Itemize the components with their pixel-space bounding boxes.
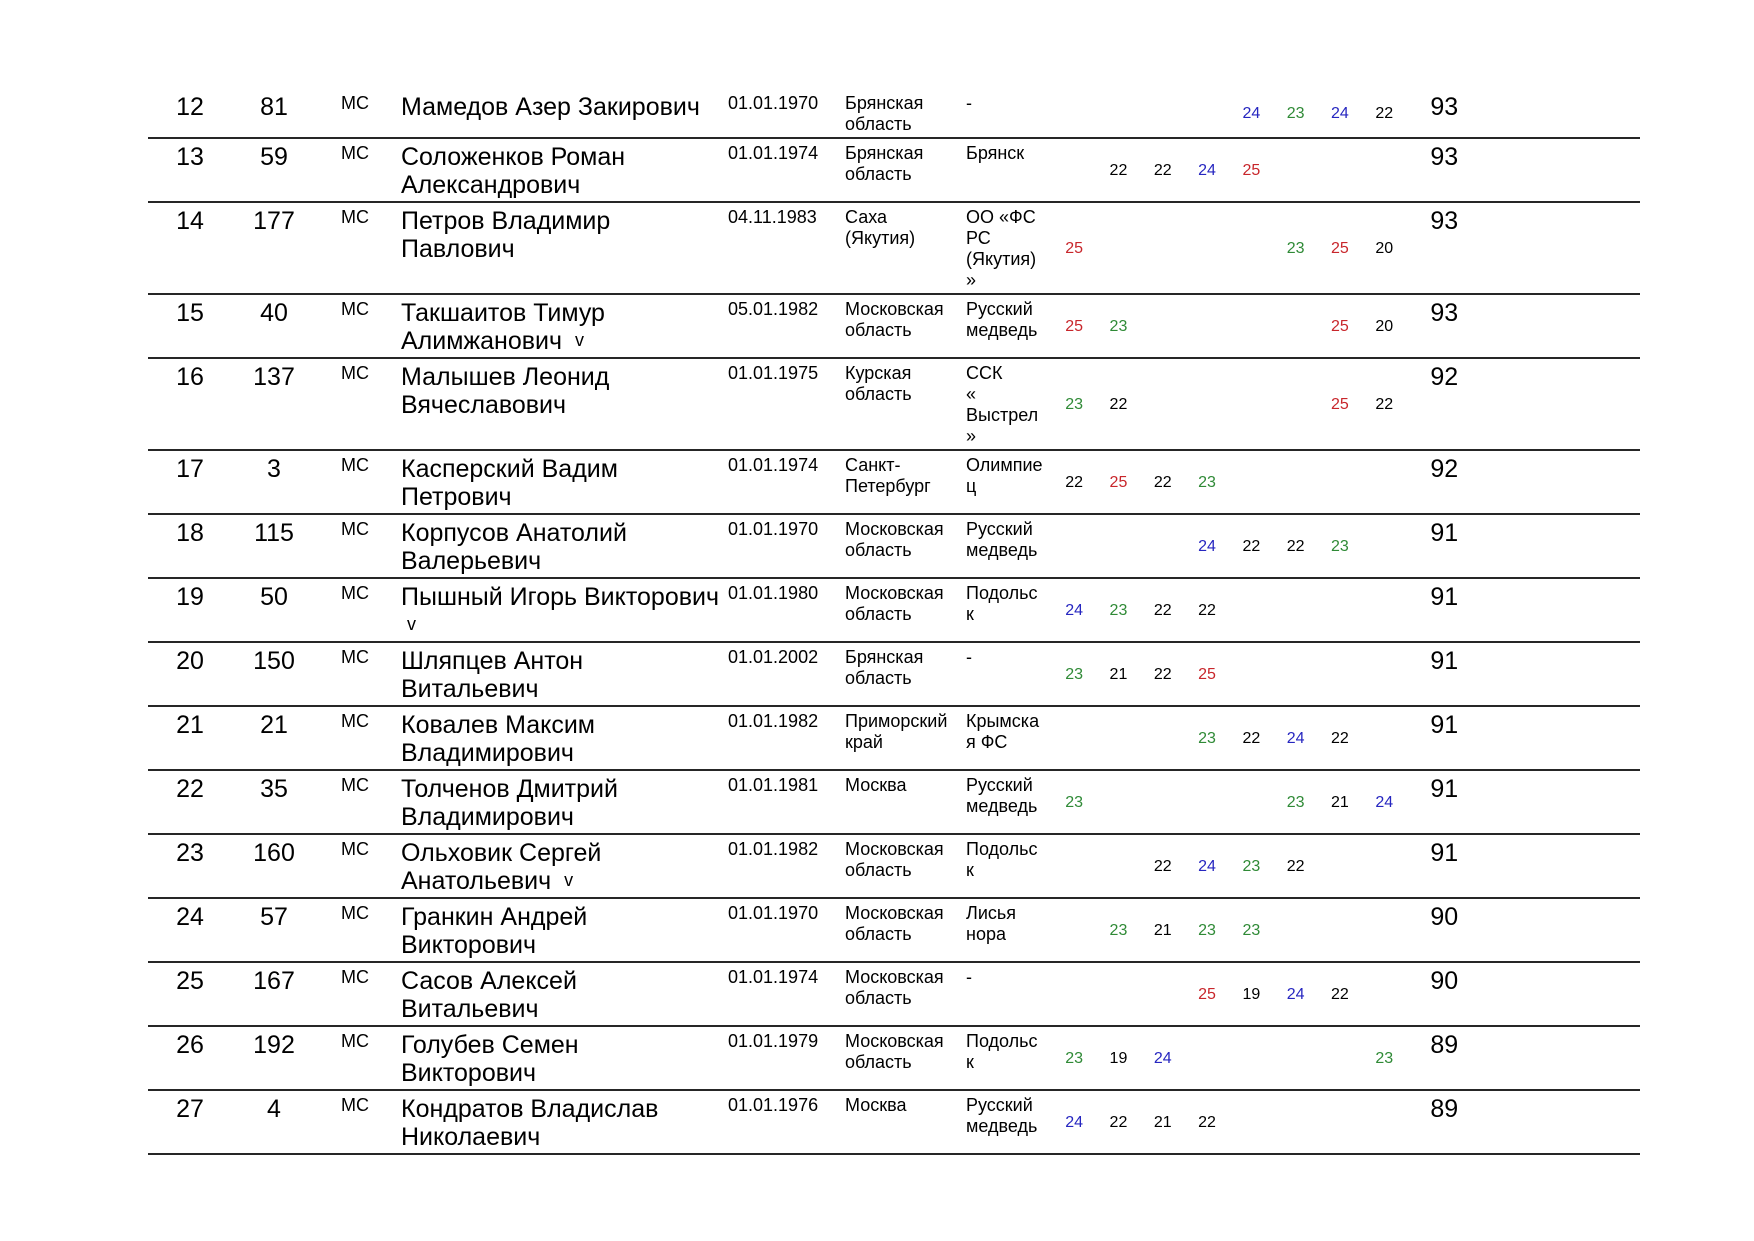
score-cell [1052,834,1096,898]
place-cell: 17 [176,455,204,483]
score-cell: 24 [1286,730,1305,747]
place-cell: 14 [176,207,204,235]
place-cell: 21 [176,711,204,739]
score-cell [1229,770,1273,834]
score-cell [1141,770,1185,834]
rank-cell: МС [341,1095,369,1115]
total-score-cell: 91 [1430,839,1459,867]
score-cell [1362,578,1406,642]
club-cell: Крымска я ФС [966,711,1040,752]
score-cell: 25 [1198,666,1216,683]
place-cell: 27 [176,1095,204,1123]
total-score-cell: 90 [1430,967,1459,995]
region-cell: Брянская область [845,93,924,134]
birth-date-cell: 05.01.1982 [728,299,819,319]
start-number-cell: 59 [260,143,288,171]
score-cell [1141,294,1185,358]
rank-cell: МС [341,455,369,475]
rank-cell: МС [341,1031,369,1051]
rank-cell: МС [341,143,369,163]
result-row [148,358,1640,450]
birth-date-cell: 01.01.1970 [728,903,819,923]
score-cell [1096,962,1140,1026]
score-cell [1185,294,1229,358]
score-cell: 24 [1153,1050,1172,1067]
place-cell: 20 [176,647,204,675]
score-cell: 25 [1331,396,1349,413]
result-row [148,962,1640,1026]
region-cell: Московская область [845,519,944,560]
score-cell [1096,770,1140,834]
score-cell [1318,1026,1362,1090]
birth-date-cell: 01.01.1970 [728,93,819,113]
total-score-cell: 92 [1430,455,1459,483]
score-cell [1052,706,1096,770]
athlete-name: Шляпцев Антон Витальевич [401,647,584,703]
score-cell: 23 [1109,922,1128,939]
club-cell: Олимпие ц [966,455,1043,496]
athlete-mark: v [574,330,584,350]
rank-cell: МС [341,583,369,603]
score-cell: 22 [1286,858,1305,875]
score-cell [1318,834,1362,898]
birth-date-cell: 04.11.1983 [728,207,817,227]
region-cell: Брянская область [845,143,924,184]
score-cell [1362,706,1406,770]
score-cell: 22 [1109,162,1128,179]
score-cell [1229,450,1273,514]
birth-date-cell: 01.01.1982 [728,711,819,731]
score-cell: 23 [1242,922,1261,939]
score-cell [1141,514,1185,578]
region-cell: Московская область [845,903,944,944]
athlete-name-cell [401,770,728,834]
birth-date-cell: 01.01.1979 [728,1031,819,1051]
rank-cell: МС [341,775,369,795]
total-score-cell: 91 [1430,775,1459,803]
result-row [148,706,1640,770]
score-cell [1052,962,1096,1026]
result-row [148,642,1640,706]
score-cell [1141,962,1185,1026]
score-cell: 22 [1198,1114,1216,1131]
score-cell [1096,834,1140,898]
score-cell [1318,898,1362,962]
club-cell: Русский медведь [966,775,1038,816]
result-row [148,898,1640,962]
club-cell: Русский медведь [966,299,1038,340]
score-cell [1096,706,1140,770]
birth-date-cell: 01.01.1982 [728,839,819,859]
start-number-cell: 21 [260,711,288,739]
athlete-name: Малышев Леонид Вячеславович [401,363,610,419]
score-cell [1229,1026,1273,1090]
club-cell: Русский медведь [966,1095,1038,1136]
athlete-mark: v [564,870,574,890]
athlete-name-cell [401,1090,728,1154]
score-cell [1273,138,1317,202]
place-cell: 23 [176,839,204,867]
result-row [148,1026,1640,1090]
total-score-cell: 91 [1430,519,1459,547]
rank-cell: МС [341,299,369,319]
start-number-cell: 50 [260,583,288,611]
score-cell: 24 [1065,1114,1084,1131]
score-cell [1318,1090,1362,1154]
athlete-name-cell [401,358,728,450]
score-cell: 25 [1109,474,1128,491]
score-cell: 22 [1153,858,1172,875]
score-cell [1362,450,1406,514]
score-cell [1141,89,1185,138]
score-cell: 22 [1286,538,1305,555]
club-cell: - [966,967,972,987]
score-cell: 21 [1153,922,1172,939]
score-cell: 22 [1153,602,1172,619]
score-cell [1362,962,1406,1026]
athlete-name: Ольховик Сергей Анатольевич [401,839,602,895]
region-cell: Москва [845,775,907,795]
rank-cell: МС [341,519,369,539]
rank-cell: МС [341,207,369,227]
score-cell [1273,898,1317,962]
score-cell [1362,138,1406,202]
score-cell: 21 [1153,1114,1172,1131]
region-cell: Брянская область [845,647,924,688]
athlete-name: Петров Владимир Павлович [401,207,611,263]
score-cell [1141,202,1185,294]
start-number-cell: 150 [253,647,295,675]
start-number-cell: 167 [253,967,295,995]
rank-cell: МС [341,711,369,731]
region-cell: Московская область [845,967,944,1008]
athlete-name-cell [401,962,728,1026]
score-cell: 23 [1065,666,1084,683]
score-cell: 23 [1198,730,1216,747]
result-row [148,202,1640,294]
score-cell: 24 [1242,105,1261,122]
rank-cell: МС [341,967,369,987]
score-cell: 25 [1331,318,1349,335]
score-cell: 24 [1198,538,1216,555]
score-cell [1362,898,1406,962]
birth-date-cell: 01.01.1970 [728,519,819,539]
birth-date-cell: 01.01.1974 [728,967,819,987]
athlete-name: Такшаитов Тимур Алимжанович [401,299,605,355]
place-cell: 13 [176,143,204,171]
total-score-cell: 91 [1430,711,1459,739]
result-row [148,1090,1640,1154]
score-cell: 25 [1242,162,1261,179]
score-cell: 23 [1242,858,1261,875]
place-cell: 15 [176,299,204,327]
score-cell [1185,358,1229,450]
score-cell [1273,642,1317,706]
score-cell: 24 [1198,858,1216,875]
region-cell: Санкт- Петербург [845,455,931,496]
score-cell: 23 [1286,794,1305,811]
place-cell: 24 [176,903,204,931]
start-number-cell: 177 [253,207,295,235]
club-cell: Русский медведь [966,519,1038,560]
total-score-cell: 91 [1430,583,1459,611]
athlete-name-cell [401,89,728,138]
athlete-name-cell [401,706,728,770]
athlete-name: Кондратов Владислав Николаевич [401,1095,659,1151]
place-cell: 19 [176,583,204,611]
score-cell: 22 [1331,730,1349,747]
score-cell: 24 [1375,794,1394,811]
club-cell: Подольс к [966,583,1038,624]
score-cell [1141,706,1185,770]
region-cell: Московская область [845,1031,944,1072]
score-cell: 22 [1153,162,1172,179]
region-cell: Московская область [845,299,944,340]
score-cell [1185,1026,1229,1090]
total-score-cell: 90 [1430,903,1459,931]
start-number-cell: 57 [260,903,288,931]
score-cell [1273,294,1317,358]
rank-cell: МС [341,363,369,383]
score-cell: 23 [1286,240,1305,257]
athlete-name: Пышный Игорь Викторович [401,583,720,611]
club-cell: - [966,647,972,667]
birth-date-cell: 01.01.1976 [728,1095,819,1115]
club-cell: Подольс к [966,839,1038,880]
score-cell: 24 [1331,105,1349,122]
birth-date-cell: 01.01.1980 [728,583,819,603]
rank-cell: МС [341,903,369,923]
score-cell [1273,1090,1317,1154]
region-cell: Курская область [845,363,912,404]
score-cell [1318,450,1362,514]
rank-cell: МС [341,839,369,859]
score-cell: 22 [1153,666,1172,683]
athlete-name: Мамедов Азер Закирович [401,93,700,121]
score-cell: 23 [1065,794,1084,811]
score-cell [1141,358,1185,450]
start-number-cell: 160 [253,839,295,867]
athlete-mark: v [407,614,416,634]
athlete-name-cell [401,514,728,578]
score-cell: 25 [1065,318,1084,335]
athlete-name-cell [401,202,728,294]
total-score-cell: 93 [1430,93,1459,121]
athlete-name: Сасов Алексей Витальевич [401,967,577,1023]
result-row [148,294,1640,358]
rank-cell: МС [341,93,369,113]
score-cell: 22 [1331,986,1349,1003]
start-number-cell: 192 [253,1031,295,1059]
place-cell: 16 [176,363,204,391]
start-number-cell: 40 [260,299,288,327]
score-cell: 21 [1109,666,1128,683]
score-cell: 19 [1109,1050,1128,1067]
score-cell [1362,642,1406,706]
club-cell: Брянск [966,143,1025,163]
score-cell: 22 [1375,105,1394,122]
result-row [148,450,1640,514]
score-cell: 22 [1065,474,1084,491]
score-cell: 23 [1286,105,1305,122]
score-cell [1318,578,1362,642]
score-cell [1318,138,1362,202]
result-row [148,578,1640,642]
athlete-name: Касперский Вадим Петрович [401,455,618,511]
athlete-name-cell [401,294,728,358]
score-cell [1052,89,1096,138]
start-number-cell: 4 [267,1095,281,1123]
club-cell: ССК « Выстрел » [966,363,1039,446]
athlete-name-cell [401,578,728,642]
club-cell: Подольс к [966,1031,1038,1072]
region-cell: Московская область [845,583,944,624]
birth-date-cell: 01.01.1974 [728,143,819,163]
score-cell [1273,450,1317,514]
score-cell: 24 [1065,602,1084,619]
place-cell: 18 [176,519,204,547]
athlete-name: Толченов Дмитрий Владимирович [401,775,618,831]
score-cell [1362,834,1406,898]
total-score-cell: 91 [1430,647,1459,675]
score-cell: 20 [1375,240,1394,257]
total-score-cell: 89 [1430,1095,1459,1123]
athlete-name-cell [401,642,728,706]
birth-date-cell: 01.01.1975 [728,363,819,383]
score-cell: 22 [1198,602,1216,619]
results-table [148,89,1640,1155]
score-cell: 22 [1242,538,1261,555]
score-cell [1229,294,1273,358]
score-cell [1185,770,1229,834]
score-cell [1229,578,1273,642]
score-cell [1096,202,1140,294]
score-cell [1185,89,1229,138]
athlete-name: Корпусов Анатолий Валерьевич [401,519,627,575]
score-cell: 22 [1375,396,1394,413]
score-cell [1052,898,1096,962]
club-cell: Лисья нора [966,903,1016,944]
birth-date-cell: 01.01.2002 [728,647,819,667]
athlete-name-cell [401,898,728,962]
score-cell: 20 [1375,318,1394,335]
athlete-name-cell [401,450,728,514]
result-row [148,89,1640,138]
score-cell [1362,1090,1406,1154]
score-cell [1362,514,1406,578]
total-score-cell: 89 [1430,1031,1459,1059]
score-cell [1052,138,1096,202]
athlete-name: Соложенков Роман Александрович [401,143,626,199]
total-score-cell: 93 [1430,207,1459,235]
score-cell: 25 [1198,986,1216,1003]
score-cell [1229,358,1273,450]
birth-date-cell: 01.01.1974 [728,455,819,475]
score-cell [1229,202,1273,294]
result-row [148,138,1640,202]
result-row [148,834,1640,898]
start-number-cell: 3 [267,455,281,483]
score-cell [1052,514,1096,578]
total-score-cell: 92 [1430,363,1459,391]
start-number-cell: 115 [254,519,294,547]
score-cell: 23 [1109,602,1128,619]
place-cell: 22 [176,775,204,803]
score-cell: 23 [1109,318,1128,335]
score-cell: 22 [1109,1114,1128,1131]
score-cell: 23 [1331,538,1349,555]
total-score-cell: 93 [1430,299,1459,327]
place-cell: 26 [176,1031,204,1059]
score-cell [1229,642,1273,706]
score-cell [1096,514,1140,578]
results-body [148,89,1640,1154]
start-number-cell: 35 [260,775,288,803]
score-cell: 23 [1198,474,1216,491]
score-cell: 23 [1065,396,1084,413]
result-row [148,770,1640,834]
score-cell: 24 [1198,162,1216,179]
score-cell: 25 [1065,240,1084,257]
score-cell: 22 [1242,730,1261,747]
region-cell: Москва [845,1095,907,1115]
rank-cell: МС [341,647,369,667]
score-cell: 21 [1331,794,1349,811]
place-cell: 25 [176,967,204,995]
score-cell [1229,1090,1273,1154]
athlete-name: Гранкин Андрей Викторович [401,903,588,959]
score-cell: 23 [1065,1050,1084,1067]
score-cell [1273,1026,1317,1090]
athlete-name-cell [401,1026,728,1090]
region-cell: Приморский край [845,711,948,752]
club-cell: - [966,93,972,113]
score-cell [1318,642,1362,706]
start-number-cell: 137 [253,363,295,391]
result-row [148,514,1640,578]
region-cell: Московская область [845,839,944,880]
start-number-cell: 81 [260,93,288,121]
score-cell [1096,89,1140,138]
region-cell: Саха (Якутия) [845,207,916,248]
score-cell [1273,358,1317,450]
score-cell: 22 [1109,396,1128,413]
place-cell: 12 [176,93,204,121]
score-cell: 19 [1242,986,1261,1003]
athlete-name-cell [401,834,728,898]
score-cell [1185,202,1229,294]
athlete-name-cell [401,138,728,202]
total-score-cell: 93 [1430,143,1459,171]
club-cell: ОО «ФС РС (Якутия) » [966,207,1037,290]
birth-date-cell: 01.01.1981 [728,775,819,795]
score-cell: 23 [1375,1050,1394,1067]
athlete-name: Голубев Семен Викторович [401,1031,579,1087]
score-cell: 22 [1153,474,1172,491]
score-cell: 24 [1286,986,1305,1003]
score-cell: 25 [1331,240,1349,257]
score-cell: 23 [1198,922,1216,939]
score-cell [1273,578,1317,642]
athlete-name: Ковалев Максим Владимирович [401,711,595,767]
